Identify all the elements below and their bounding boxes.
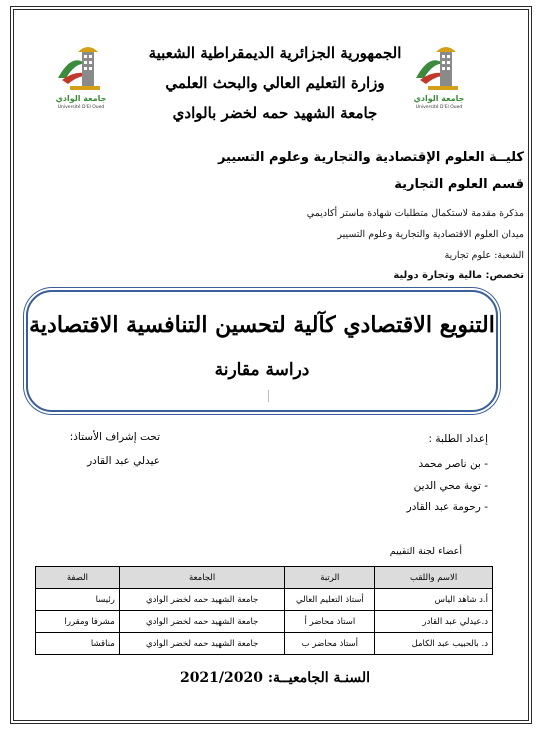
logo-arabic-text: جامعة الوادي [413,94,465,103]
jury-cell-university: جامعة الشهيد حمه لخضر الوادي [119,589,285,611]
table-row [36,633,493,655]
logo-latin-text: Université D'El Oued [57,105,105,110]
memo-line-2: ميدان العلوم الاقتصادية والتجارية وعلوم التسيير [337,229,524,240]
prepared-label: إعداد الطلبة : [428,433,488,445]
header-university: جامعة الشهيد حمه لخضر بالوادي [172,104,378,122]
jury-label: أعضاء لجنة التقييم [389,546,462,557]
jury-cell-university: جامعة الشهيد حمه لخضر الوادي [119,611,285,633]
jury-cell-rank: استاذ محاضر أ [285,611,375,633]
jury-cell-name: د.عيدلي عبد القادر [375,611,493,633]
faculty-college: كليــة العلوم الإقتصادية والتجارية وعلوم التسيير [217,150,524,165]
university-logo-icon [52,42,110,114]
student-1: - بن ناصر محمد [418,458,488,470]
memo-speciality: تخصص: مالية وتجارة دولية [393,270,524,281]
logo-latin-text: Université D'El Oued [415,105,463,110]
jury-cell-name: د. بالحبيب عبد الكامل [375,633,493,655]
student-2: - توبة محي الدين [413,480,488,492]
supervisor-label: تحت إشراف الأستاذ: [69,431,160,443]
academic-year: السنـة الجامعيــة: 2021/2020 [179,670,371,686]
header-republic: الجمهورية الجزائرية الديمقراطية الشعبية [148,44,402,62]
jury-cell-role: مشرفا ومقررا [36,611,120,633]
jury-cell-role: مناقشا [36,633,120,655]
jury-cell-rank: أستاذ محاضر ب [285,633,375,655]
header-ministry: وزارة التعليم العالي والبحث العلمي [165,74,385,92]
thesis-title: التنويع الاقتصادي كآلية لتحسين التنافسية الاقتصادية [29,312,495,338]
jury-header-university: الجامعة [119,567,285,589]
jury-header-rank: الرتبة [285,567,375,589]
jury-header-name: الاسم واللقب [375,567,493,589]
logo-arabic-text: جامعة الوادي [55,94,107,103]
supervisor-name: عيدلي عبد القادر [87,455,160,467]
jury-cell-name: أ.د شاهد الياس [375,589,493,611]
thesis-subtitle: دراسة مقارنة [214,360,310,380]
jury-table [35,566,493,655]
memo-line-1: مذكرة مقدمة لاستكمال متطلبات شهادة ماستر أكاديمي [306,208,524,219]
memo-line-3: الشعبة: علوم تجارية [444,250,524,261]
jury-cell-rank: أستاذ التعليم العالي [285,589,375,611]
faculty-department: قسم العلوم التجارية [394,177,524,192]
title-box [26,290,498,412]
jury-cell-role: رئيسا [36,589,120,611]
text-cursor [268,390,269,402]
jury-header-row [36,567,493,589]
university-logo-left [52,42,110,114]
jury-cell-university: جامعة الشهيد حمه لخضر الوادي [119,633,285,655]
jury-header-role: الصفة [36,567,120,589]
student-3: - رحومة عبد القادر [406,501,488,513]
table-row [36,589,493,611]
table-row [36,611,493,633]
